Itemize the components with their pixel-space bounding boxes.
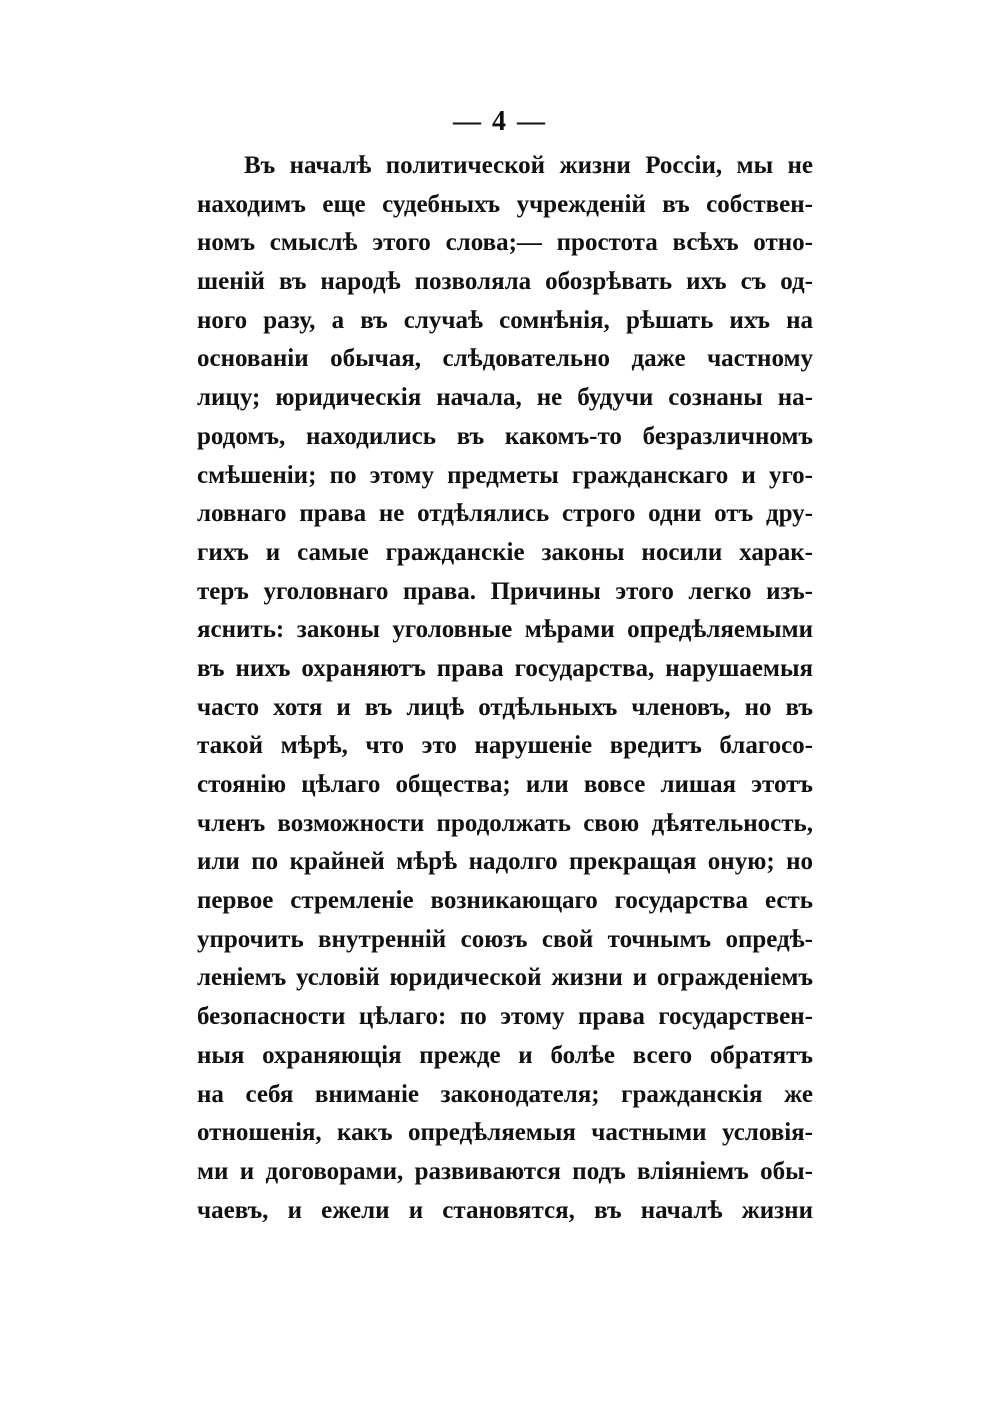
text-line: стоянію цѣлаго общества; или вовсе лишая этотъ [197,771,813,798]
text-line: ми и договорами, развиваются подъ вліяніемъ обы- [197,1157,813,1185]
text-line: ного разу, а въ случаѣ сомнѣнія, рѣшать ихъ на [197,306,813,334]
text-line: чаевъ, и ежели и становятся, въ началѣ жизни [197,1196,813,1224]
text-line: ловнаго права не отдѣлялись строго одни отъ дру- [197,500,813,528]
text-line: на себя вниманіе законодателя; гражданскія же [197,1080,813,1108]
text-line: леніемъ условій юридической жизни и огражденіемъ [197,964,813,992]
text-line: лицу; юридическія начала, не будучи сознаны на- [197,384,813,412]
text-line: находимъ еще судебныхъ учрежденій въ собствен- [197,190,813,218]
text-line: гихъ и самые гражданскіе законы носили харак- [197,538,813,566]
text-line: часто хотя и въ лицѣ отдѣльныхъ членовъ, но въ [197,693,813,721]
text-line: членъ возможности продолжать свою дѣятельность, [197,809,813,837]
page-number: — 4 — [453,106,547,137]
text-line: родомъ, находились въ какомъ-то безразличномъ [197,422,813,450]
text-line: смѣшеніи; по этому предметы гражданскаго и уго- [197,461,813,489]
text-line: отношенія, какъ опредѣляемыя частными условія- [197,1119,813,1147]
text-line: Въ началѣ политической жизни Россіи, мы не [244,152,813,179]
text-line: упрочить внутренній союзъ свой точнымъ опредѣ- [197,925,813,953]
text-line: или по крайней мѣрѣ надолго прекращая оную; но [197,848,813,876]
text-line: шеній въ народѣ позволяла обозрѣвать ихъ съ од- [197,268,813,296]
text-line: теръ уголовнаго права. Причины этого легко изъ- [197,577,813,605]
text-line: первое стремленіе возникающаго государства есть [197,887,813,915]
text-line: основаніи обычая, слѣдовательно даже частному [197,345,813,373]
text-line: ныя охраняющія прежде и болѣе всего обратятъ [197,1041,813,1069]
text-line: яснить: законы уголовные мѣрами опредѣляемыми [197,616,813,644]
text-line: номъ смыслѣ этого слова;— простота всѣхъ отно- [197,229,813,257]
body-text [197,147,813,1230]
text-line: въ нихъ охраняютъ права государства, нарушаемыя [197,654,813,682]
text-line: безопасности цѣлаго: по этому права государствен- [197,1003,813,1031]
text-line: такой мѣрѣ, что это нарушеніе вредитъ благосо- [197,732,813,760]
